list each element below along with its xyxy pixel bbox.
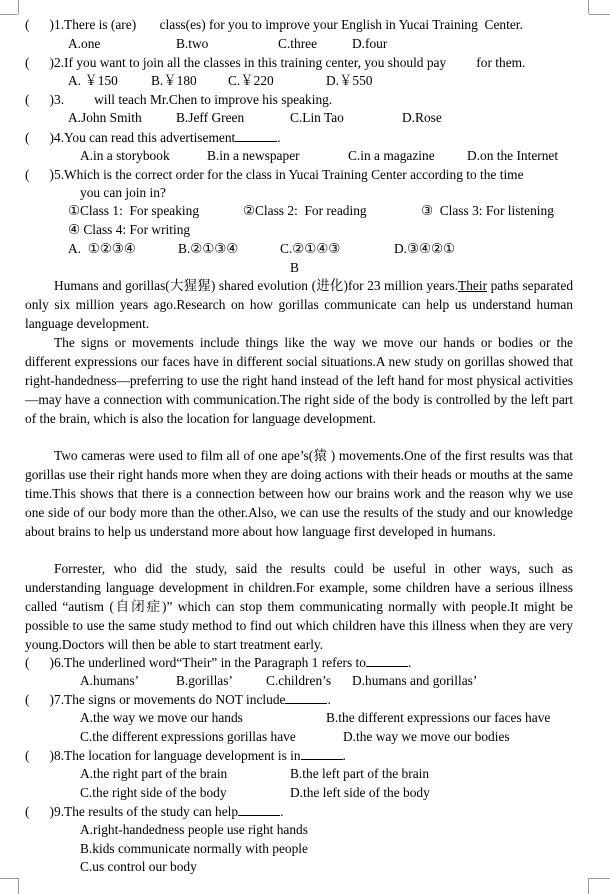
question-1-option-d: D.four: [352, 36, 388, 51]
question-6-option-c: C.children’s: [266, 673, 332, 688]
underlined-word: Their: [458, 278, 488, 293]
question-3-option-b: B.Jeff Green: [176, 110, 245, 125]
crop-mark-top-right: [588, 0, 589, 14]
question-5-item-2: ②Class 2: For reading: [243, 203, 367, 218]
crop-mark-top-right-h: [589, 14, 610, 15]
section-letter: B: [290, 260, 299, 275]
question-9-option-c: C.us control our body: [80, 859, 197, 874]
question-5-item-1: ①Class 1: For speaking: [68, 203, 200, 218]
question-5-stem-cont: you can join in?: [80, 185, 166, 200]
question-6-stem: ( )6.The underlined word“Their” in the Paragraph 1 refers to .: [25, 655, 412, 670]
question-8-option-b: B.the left part of the brain: [290, 766, 430, 781]
question-1-option-c: C.three: [278, 36, 318, 51]
question-4-option-b: B.in a newspaper: [207, 148, 300, 163]
answer-blank: [285, 691, 327, 704]
passage-paragraph-4: Forrester, who did the study, said the results could be useful in other ways, such as understanding language development in children.For example, some children have a serious illness called “autism (自闭症)” which can stop them communicating normally with people.It might be possible to use the same study method to find out which children have this illness when they are very young.Doctors will then be able to start treatment early.: [25, 561, 573, 652]
question-5-stem: ( )5.Which is the correct order for the class in Yucai Training Center according to the time: [25, 167, 524, 182]
question-5-item-3: ③ Class 3: For listening: [421, 203, 554, 218]
question-2-option-a: A. ￥150: [68, 73, 118, 88]
answer-blank: [301, 747, 343, 760]
question-7-option-a: A.the way we move our hands: [80, 710, 243, 725]
question-2-option-c: C.￥220: [228, 73, 274, 88]
question-9-option-a: A.right-handedness people use right hands: [80, 822, 308, 837]
crop-mark-top-left: [18, 0, 19, 14]
answer-blank: [366, 654, 408, 667]
question-5-item-4: ④ Class 4: For writing: [68, 222, 191, 237]
question-4-option-c: C.in a magazine: [348, 148, 435, 163]
crop-mark-top-left-h: [0, 14, 18, 15]
question-2-option-d: D.￥550: [326, 73, 373, 88]
question-2-stem: ( )2.If you want to join all the classes in this training center, you should pay for them.: [25, 55, 526, 70]
question-3-option-a: A.John Smith: [68, 110, 142, 125]
question-5-option-c: C.②①④③: [280, 241, 341, 256]
question-6-option-d: D.humans and gorillas’: [352, 673, 478, 688]
question-1-option-a: A.one: [68, 36, 101, 51]
question-3-stem: ( )3. will teach Mr.Chen to improve his speaking.: [25, 92, 333, 107]
question-4-option-a: A.in a storybook: [80, 148, 170, 163]
question-1-stem: ( )1.There is (are) class(es) for you to improve your English in Yucai Training Center.: [25, 17, 523, 32]
crop-mark-bottom-left-h: [0, 878, 18, 879]
passage-paragraph-2: The signs or movements include things like the way we move our hands or bodies or the different expressions our faces have in different social situations.A new study on gorillas showed that right-handedness—preferring to use the right hand instead of the left hand for most physical activities—may have a connection with communication.The right side of the body is controlled by the left part of the brain, which is also the location for language development.: [25, 335, 573, 426]
question-5-option-b: B.②①③④: [178, 241, 239, 256]
crop-mark-bottom-right-h: [589, 878, 610, 879]
question-6-option-a: A.humans’: [80, 673, 140, 688]
passage-paragraph-3: Two cameras were used to film all of one ape’s(猿 ) movements.One of the first results was that gorillas use their right hands more when they are doing actions with their heads or mouths at the same time.This shows that there is a connection between how our brains work and the reason why we use one side of our body more than the other.Also, we can use the results of the study and our knowledge about brains to help us understand more about how language first developed in humans.: [25, 448, 573, 539]
question-7-option-b: B.the different expressions our faces have: [326, 710, 551, 725]
question-5-option-a: A. ①②③④: [68, 241, 136, 256]
question-1-option-b: B.two: [176, 36, 209, 51]
question-5-option-d: D.③④②①: [394, 241, 456, 256]
passage-paragraph-1: Humans and gorillas(大猩猩) shared evolution (进化)for 23 million years.Their paths separated only six million years ago.Research on how gorillas communicate can help us understand human language development.: [25, 278, 574, 331]
question-6-option-b: B.gorillas’: [176, 673, 233, 688]
question-7-stem: ( )7.The signs or movements do NOT include .: [25, 692, 331, 707]
answer-blank: [238, 803, 280, 816]
answer-blank: [235, 129, 277, 142]
question-4-stem: ( )4.You can read this advertisement .: [25, 130, 281, 145]
question-8-option-c: C.the right side of the body: [80, 785, 227, 800]
question-4-option-d: D.on the Internet: [467, 148, 559, 163]
crop-mark-bottom-right: [588, 878, 589, 894]
question-8-option-d: D.the left side of the body: [290, 785, 430, 800]
question-2-option-b: B.￥180: [151, 73, 197, 88]
question-9-option-b: B.kids communicate normally with people: [80, 841, 308, 856]
question-3-option-d: D.Rose: [402, 110, 442, 125]
question-9-stem: ( )9.The results of the study can help .: [25, 804, 284, 819]
question-7-option-c: C.the different expressions gorillas have: [80, 729, 296, 744]
question-8-stem: ( )8.The location for language development is in .: [25, 748, 346, 763]
crop-mark-bottom-left: [18, 878, 19, 894]
question-3-option-c: C.Lin Tao: [290, 110, 344, 125]
question-8-option-a: A.the right part of the brain: [80, 766, 228, 781]
question-7-option-d: D.the way we move our bodies: [343, 729, 510, 744]
